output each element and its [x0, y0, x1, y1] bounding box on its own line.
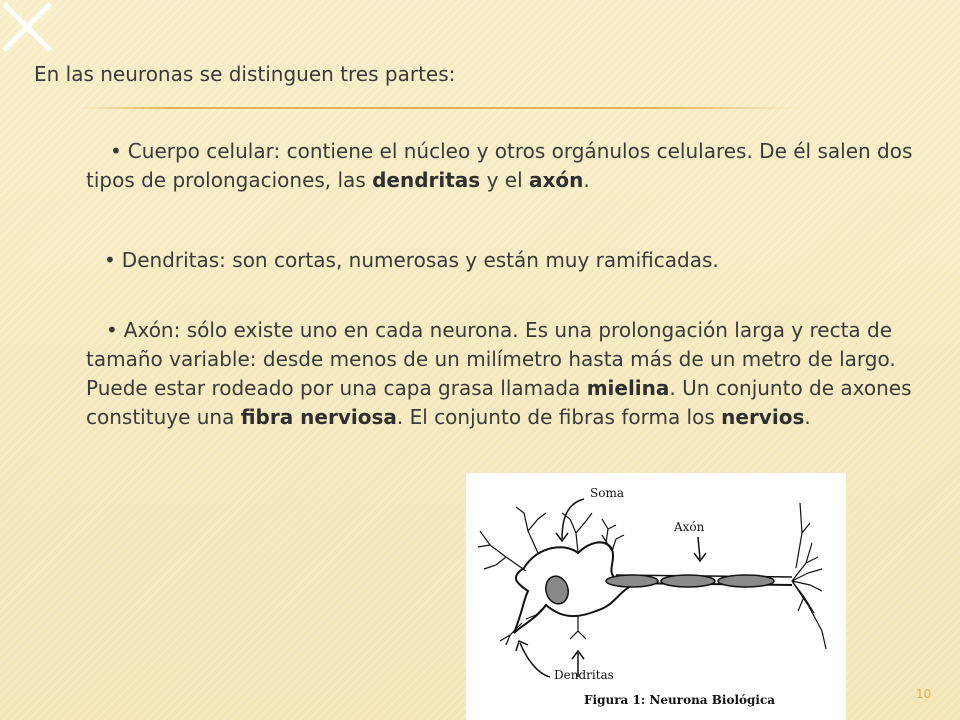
item-text: y el — [480, 168, 529, 192]
bold-axon: axón — [529, 168, 584, 192]
item-text: . — [804, 405, 811, 429]
bullet-icon: • — [110, 139, 122, 163]
term-cuerpo-celular: Cuerpo celular — [127, 139, 274, 163]
item-dendritas — [86, 246, 926, 275]
item-text: sólo existe uno en cada neurona. Es una prolongación larga y recta de tamaño variable: desde menos de un milímetro hasta más de un metro de largo. Puede estar rodeado por una capa grasa llamada — [86, 318, 896, 400]
item-text: . — [583, 168, 590, 192]
slide-heading: En las neuronas se distinguen tres partes: — [34, 62, 456, 86]
term-axon: Axón — [123, 318, 174, 342]
neuron-figure — [466, 473, 846, 720]
bold-nervios: nervios — [721, 405, 805, 429]
term-separator: : — [219, 248, 226, 272]
figure-caption: Figura 1: Neurona Biológica — [584, 693, 776, 707]
bold-fibra-nerviosa: fibra nerviosa — [240, 405, 397, 429]
bold-dendritas: dendritas — [372, 168, 481, 192]
label-soma: Soma — [590, 486, 624, 500]
term-separator: : — [273, 139, 281, 163]
corner-x-icon — [0, 0, 54, 54]
page-number: 10 — [916, 687, 932, 701]
neuron-diagram-icon — [466, 473, 846, 720]
label-axon: Axón — [674, 520, 705, 534]
label-dendrites: Dendritas — [554, 668, 614, 682]
myelin-segment — [718, 575, 774, 587]
bullet-icon: • — [104, 248, 116, 272]
bold-mielina: mielina — [586, 376, 670, 400]
item-text: son cortas, numerosas y están muy ramificadas. — [225, 248, 719, 272]
bullet-icon: • — [106, 318, 118, 342]
item-cuerpo-celular — [86, 137, 926, 195]
item-text: . Un conjunto de axones constituye una — [86, 376, 912, 429]
item-axon — [86, 316, 926, 432]
heading-divider — [80, 107, 800, 109]
myelin-segment — [661, 575, 715, 587]
item-text: . El conjunto de fibras forma los — [396, 405, 722, 429]
myelin-segment — [606, 575, 658, 587]
item-text: contiene el núcleo y otros orgánulos celulares. De él salen dos tipos de prolongaciones, las — [86, 139, 913, 192]
term-dendritas: Dendritas — [121, 248, 220, 272]
term-separator: : — [173, 318, 181, 342]
